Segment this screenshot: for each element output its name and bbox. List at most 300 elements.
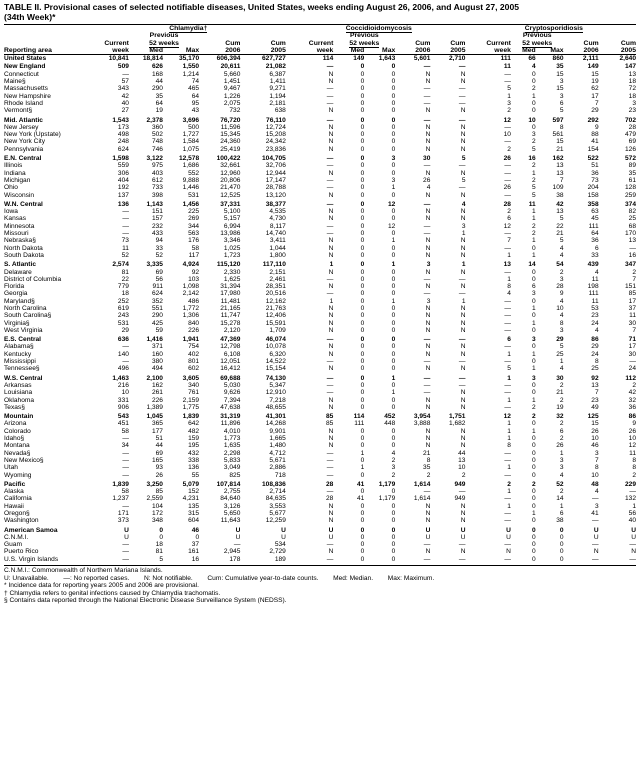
value-cell: 107,814 xyxy=(216,480,241,488)
table-row xyxy=(4,525,636,534)
value-cell: 11,596 xyxy=(220,123,241,131)
value-cell: 0 xyxy=(391,510,396,517)
value-cell: 86 xyxy=(628,413,636,421)
value-cell: 85 xyxy=(326,413,334,421)
value-cell: N xyxy=(460,138,466,146)
value-cell: 906 xyxy=(117,403,129,411)
value-cell: 604 xyxy=(188,517,200,525)
value-cell: 1,480 xyxy=(269,442,286,450)
value-cell: 1 xyxy=(507,396,511,404)
value-cell: 51 xyxy=(155,435,163,443)
value-cell: N xyxy=(460,251,466,259)
value-cell: 0 xyxy=(532,533,536,541)
value-cell: 403 xyxy=(151,169,163,177)
value-cell: 0 xyxy=(391,191,396,199)
value-cell: 14,268 xyxy=(265,420,286,428)
value-cell: 14,740 xyxy=(265,230,286,238)
value-cell: 12,960 xyxy=(220,169,241,177)
value-cell: 8 xyxy=(559,319,564,327)
value-cell: 16 xyxy=(528,155,536,163)
value-cell: 425 xyxy=(151,319,163,327)
table-row xyxy=(4,435,636,442)
value-cell: — xyxy=(423,374,431,382)
value-cell: 12,944 xyxy=(265,169,286,177)
value-cell: N xyxy=(328,427,334,435)
value-cell: 2 xyxy=(559,420,564,428)
value-cell: 43 xyxy=(191,107,200,115)
value-cell: — xyxy=(326,155,334,163)
value-cell: 2,574 xyxy=(112,261,129,269)
value-cell: — xyxy=(122,555,129,563)
value-cell: 0 xyxy=(360,176,365,184)
value-cell: 0 xyxy=(391,215,396,223)
value-cell: — xyxy=(504,312,511,320)
value-cell: — xyxy=(326,449,334,457)
reporting-area-cell: Oklahoma xyxy=(4,396,35,404)
value-cell: 18 xyxy=(628,78,636,86)
value-cell: N xyxy=(425,268,431,276)
reporting-area-cell: Florida xyxy=(4,283,25,291)
value-cell: 8 xyxy=(507,283,511,291)
value-cell: 89 xyxy=(628,162,636,170)
value-cell: 1,214 xyxy=(182,70,200,78)
value-cell: 13 xyxy=(556,169,564,177)
value-cell: — xyxy=(122,358,129,366)
value-cell: 0 xyxy=(159,533,163,541)
value-cell: 31,319 xyxy=(220,413,241,421)
reporting-area-cell: Pennsylvania xyxy=(4,145,44,153)
reporting-area-cell: California xyxy=(4,495,32,503)
value-cell: 0 xyxy=(391,435,396,443)
value-cell: N xyxy=(328,131,334,139)
max-label: Max xyxy=(163,47,199,55)
value-cell: 0 xyxy=(391,304,396,312)
value-cell: 1 xyxy=(532,208,536,216)
value-cell: 25 xyxy=(556,350,564,358)
value-cell: 0 xyxy=(532,555,536,563)
value-cell: 2 xyxy=(532,413,536,421)
value-cell: 2 xyxy=(632,268,636,276)
reporting-area-cell: Delaware xyxy=(4,268,32,276)
table-row xyxy=(4,115,636,124)
value-cell: 64 xyxy=(591,230,599,238)
value-cell: 3 xyxy=(532,131,536,139)
value-cell: N xyxy=(425,326,431,334)
value-cell: 2 xyxy=(426,471,431,479)
value-cell: N xyxy=(460,169,466,177)
value-cell: 2 xyxy=(507,107,511,115)
value-cell: 1 xyxy=(461,230,466,238)
value-cell: 10,078 xyxy=(265,343,286,351)
table-row xyxy=(4,334,636,343)
value-cell: N xyxy=(425,365,431,373)
value-cell: 35 xyxy=(628,169,636,177)
value-cell: 452 xyxy=(384,413,396,421)
value-cell: 114 xyxy=(353,413,365,421)
value-cell: 0 xyxy=(360,275,365,283)
table-row xyxy=(4,510,636,517)
value-cell: 7 xyxy=(632,326,636,334)
value-cell: 0 xyxy=(391,145,396,153)
value-cell: — xyxy=(326,275,334,283)
value-cell: 4,924 xyxy=(182,261,200,269)
value-cell: 20,611 xyxy=(220,63,241,71)
value-cell: 1 xyxy=(532,350,536,358)
value-cell: 2,075 xyxy=(223,99,241,107)
value-cell: 0 xyxy=(360,541,365,549)
value-cell: N xyxy=(425,502,431,510)
value-cell: — xyxy=(458,358,466,366)
value-cell: 0 xyxy=(532,449,536,457)
table-row xyxy=(4,192,636,199)
value-cell: — xyxy=(504,123,511,131)
value-cell: 1,800 xyxy=(269,251,286,259)
value-cell: 0 xyxy=(360,326,365,334)
value-cell: 365 xyxy=(151,420,163,428)
table-row xyxy=(4,365,636,372)
value-cell: — xyxy=(122,464,129,472)
table-row xyxy=(4,479,636,488)
value-cell: N xyxy=(460,319,466,327)
value-cell: N xyxy=(425,442,431,450)
value-cell: 157 xyxy=(151,215,163,223)
value-cell: 0 xyxy=(532,526,536,534)
value-cell: 1,686 xyxy=(182,162,200,170)
value-cell: 3,122 xyxy=(146,155,163,163)
value-cell: N xyxy=(460,548,466,556)
value-cell: 30 xyxy=(628,319,636,327)
value-cell: 10 xyxy=(121,389,129,397)
value-cell: 58 xyxy=(191,244,200,252)
value-cell: 0 xyxy=(559,541,564,549)
value-cell: 4 xyxy=(594,268,599,276)
value-cell: 0 xyxy=(532,517,536,525)
reporting-area-cell: Mississippi xyxy=(4,358,36,366)
value-cell: 3 xyxy=(532,374,536,382)
value-cell: 374 xyxy=(624,200,636,208)
value-cell: 198 xyxy=(587,283,599,291)
reporting-area-cell: Montana xyxy=(4,442,30,450)
value-cell: 16,412 xyxy=(220,365,241,373)
reporting-area-cell: S. Atlantic xyxy=(4,261,36,269)
value-cell: 100,422 xyxy=(216,155,241,163)
value-cell: 33 xyxy=(591,251,599,259)
value-cell: 572 xyxy=(624,155,636,163)
value-cell: 3 xyxy=(507,99,511,107)
value-cell: 0 xyxy=(391,92,396,100)
value-cell: 76,110 xyxy=(266,116,286,124)
table-row xyxy=(4,290,636,297)
table-row xyxy=(4,283,636,290)
table-row xyxy=(4,548,636,555)
value-cell: 0 xyxy=(391,63,396,71)
value-cell: 21 xyxy=(423,449,431,457)
reporting-area-cell: Rhode Island xyxy=(4,99,43,107)
value-cell: — xyxy=(326,230,334,238)
value-cell: 55 xyxy=(191,471,200,479)
value-cell: 13 xyxy=(628,70,636,78)
reporting-area-cell: Maine§ xyxy=(4,78,26,86)
value-cell: 85 xyxy=(326,420,334,428)
value-cell: 12 xyxy=(628,442,636,450)
value-cell: 4 xyxy=(594,488,599,496)
value-cell: N xyxy=(425,251,431,259)
value-cell: 5 xyxy=(507,85,511,93)
value-cell: 28 xyxy=(326,480,334,488)
value-cell: 3 xyxy=(391,176,396,184)
value-cell: 0 xyxy=(391,131,396,139)
value-cell: 10 xyxy=(503,131,511,139)
value-cell: 2,886 xyxy=(269,464,286,472)
reporting-area-cell: Nevada§ xyxy=(4,449,31,457)
value-cell: 92 xyxy=(191,268,200,276)
value-cell: 3 xyxy=(391,464,396,472)
value-cell: 4,730 xyxy=(269,215,286,223)
value-cell: 46 xyxy=(591,442,599,450)
value-cell: 0 xyxy=(391,350,396,358)
value-cell: 16 xyxy=(628,251,636,259)
value-cell: 0 xyxy=(360,381,365,389)
value-cell: 6,994 xyxy=(223,222,241,230)
value-cell: 177 xyxy=(151,427,163,435)
value-cell: 15,345 xyxy=(220,131,241,139)
value-cell: 4 xyxy=(559,312,564,320)
value-cell: 2 xyxy=(532,230,536,238)
value-cell: N xyxy=(425,78,431,86)
value-cell: 73 xyxy=(591,176,599,184)
value-cell: 10 xyxy=(528,116,536,124)
value-cell: 509 xyxy=(117,63,129,71)
value-cell: 44 xyxy=(458,449,466,457)
value-cell: 3,553 xyxy=(269,502,286,510)
value-cell: 2 xyxy=(559,396,564,404)
value-cell: 1,839 xyxy=(182,413,200,421)
value-cell: 1,614 xyxy=(413,495,431,503)
table-row xyxy=(4,305,636,312)
value-cell: — xyxy=(423,99,431,107)
value-cell: 0 xyxy=(532,389,536,397)
footnote-provisional: * Incidence data for reporting years 2005 and 2006 are provisional. xyxy=(4,582,200,590)
table-title xyxy=(4,2,636,22)
value-cell: N xyxy=(425,145,431,153)
value-cell: 0 xyxy=(391,403,396,411)
value-cell: 0 xyxy=(532,442,536,450)
value-cell: 0 xyxy=(391,70,396,78)
value-cell: 54 xyxy=(556,261,564,269)
value-cell: 358 xyxy=(587,200,599,208)
value-cell: 433 xyxy=(151,230,163,238)
value-cell: 3,696 xyxy=(182,116,200,124)
value-cell: N xyxy=(328,169,334,177)
value-cell: 52 xyxy=(121,251,129,259)
value-cell: 352 xyxy=(151,297,163,305)
value-cell: 0 xyxy=(360,244,365,252)
value-cell: 1,045 xyxy=(146,413,163,421)
value-cell: 1 xyxy=(507,92,511,100)
value-cell: 2,714 xyxy=(269,488,286,496)
value-cell: 52 xyxy=(155,251,163,259)
value-cell: 151 xyxy=(624,283,636,291)
value-cell: 152 xyxy=(188,488,200,496)
value-cell: 86 xyxy=(591,336,599,344)
previous-label: Previous xyxy=(349,32,379,40)
value-cell: 32,706 xyxy=(265,162,286,170)
value-cell: N xyxy=(328,123,334,131)
value-cell: — xyxy=(423,541,431,549)
current-label: Current xyxy=(486,39,511,47)
value-cell: — xyxy=(504,70,511,78)
value-cell: 8 xyxy=(426,456,431,464)
value-cell: 4,010 xyxy=(223,427,241,435)
value-cell: — xyxy=(592,541,599,549)
value-cell: 71 xyxy=(628,336,636,344)
value-cell: 104 xyxy=(151,502,163,510)
value-cell: 498 xyxy=(117,131,129,139)
value-cell: N xyxy=(328,326,334,334)
value-cell: 0 xyxy=(532,343,536,351)
value-cell: N xyxy=(328,343,334,351)
value-cell: 5 xyxy=(532,145,536,153)
table-row xyxy=(4,541,636,548)
value-cell: — xyxy=(458,541,466,549)
value-cell: 243 xyxy=(117,312,129,320)
table-row xyxy=(4,237,636,244)
value-cell: 48 xyxy=(591,480,599,488)
value-cell: 0 xyxy=(532,268,536,276)
value-cell: 69 xyxy=(155,449,163,457)
value-cell: N xyxy=(425,208,431,216)
value-cell: 1 xyxy=(507,502,511,510)
value-cell: 2,159 xyxy=(182,396,200,404)
value-cell: 451 xyxy=(117,420,129,428)
value-cell: 63 xyxy=(591,208,599,216)
value-cell: 754 xyxy=(188,343,200,351)
value-cell: 151 xyxy=(151,208,163,216)
value-cell: 0 xyxy=(360,471,365,479)
value-cell: N xyxy=(460,343,466,351)
value-cell: 1 xyxy=(507,374,511,382)
value-cell: 0 xyxy=(532,123,536,131)
value-cell: 0 xyxy=(360,208,365,216)
value-cell: 85 xyxy=(155,488,163,496)
value-cell: 1 xyxy=(532,92,536,100)
weeks52-label: 52 weeks xyxy=(522,39,553,47)
value-cell: 12,406 xyxy=(265,312,286,320)
value-cell: 432 xyxy=(188,449,200,457)
value-cell: — xyxy=(326,336,334,344)
value-cell: 602 xyxy=(188,365,200,373)
value-cell: 17,980 xyxy=(220,290,241,298)
value-cell: N xyxy=(460,268,466,276)
value-cell: 161 xyxy=(188,548,200,556)
value-cell: — xyxy=(122,215,129,223)
value-cell: 0 xyxy=(391,268,396,276)
value-cell: 1 xyxy=(507,435,511,443)
value-cell: 761 xyxy=(188,389,200,397)
value-cell: 69,688 xyxy=(220,374,241,382)
value-cell: — xyxy=(458,85,466,93)
value-cell: 204 xyxy=(587,184,599,192)
value-cell: 0 xyxy=(360,191,365,199)
value-cell: 1 xyxy=(507,464,511,472)
value-cell: N xyxy=(460,350,466,358)
value-cell: 9,888 xyxy=(182,176,200,184)
value-cell: 35,170 xyxy=(178,55,200,63)
value-cell: 0 xyxy=(532,312,536,320)
value-cell: N xyxy=(425,138,431,146)
reporting-area-cell: Guam xyxy=(4,541,22,549)
value-cell: 1,643 xyxy=(378,55,396,63)
value-cell: 638 xyxy=(274,107,286,115)
value-cell: 551 xyxy=(151,304,163,312)
value-cell: — xyxy=(122,449,129,457)
value-cell: 840 xyxy=(188,319,200,327)
max-label: Max xyxy=(536,47,564,55)
value-cell: 3,888 xyxy=(413,420,431,428)
value-cell: 13,986 xyxy=(220,230,241,238)
value-cell: 0 xyxy=(360,517,365,525)
value-cell: N xyxy=(460,78,466,86)
table-row xyxy=(4,464,636,471)
value-cell: 5,079 xyxy=(182,480,200,488)
value-cell: 16 xyxy=(191,555,200,563)
value-cell: 2 xyxy=(532,162,536,170)
value-cell: N xyxy=(460,123,466,131)
value-cell: 8,117 xyxy=(269,222,286,230)
value-cell: 125 xyxy=(587,413,599,421)
value-cell: — xyxy=(326,464,334,472)
value-cell: U xyxy=(506,533,511,541)
value-cell: 30 xyxy=(556,374,564,382)
value-cell: 117,110 xyxy=(262,261,286,269)
value-cell: 160 xyxy=(151,350,163,358)
value-cell: 23 xyxy=(628,107,636,115)
value-cell: — xyxy=(504,495,511,503)
value-cell: 0 xyxy=(360,336,365,344)
value-cell: — xyxy=(592,495,599,503)
value-cell: 486 xyxy=(188,297,200,305)
value-cell: 3 xyxy=(426,261,431,269)
value-cell: 0 xyxy=(391,526,396,534)
footnote-cnmi: C.N.M.I.: Commonwealth of Northern Mariana Islands. xyxy=(4,567,163,575)
value-cell: — xyxy=(122,548,129,556)
value-cell: N xyxy=(425,131,431,139)
value-cell: 51 xyxy=(591,162,599,170)
value-cell: 315 xyxy=(188,510,200,517)
value-cell: 30 xyxy=(423,155,431,163)
value-cell: U xyxy=(124,533,129,541)
reporting-area-cell: South Carolina§ xyxy=(4,312,52,320)
value-cell: 911 xyxy=(152,283,163,291)
reporting-area-cell: Pacific xyxy=(4,480,26,488)
value-cell: 232 xyxy=(151,222,163,230)
current-label: Current xyxy=(104,39,129,47)
value-cell: 561 xyxy=(552,131,564,139)
value-cell: N xyxy=(460,396,466,404)
value-cell: 1,941 xyxy=(182,336,200,344)
value-cell: 29 xyxy=(121,326,129,334)
value-cell: N xyxy=(425,237,431,245)
value-cell: 126 xyxy=(624,145,636,153)
value-cell: 11 xyxy=(503,63,511,71)
value-cell: 15 xyxy=(591,70,599,78)
value-cell: 147 xyxy=(624,63,636,71)
value-cell: 3,954 xyxy=(413,413,431,421)
legend-maximum: Max: Maximum. xyxy=(387,574,435,582)
value-cell: 0 xyxy=(559,555,564,563)
value-cell: N xyxy=(425,304,431,312)
value-cell: — xyxy=(458,488,466,496)
